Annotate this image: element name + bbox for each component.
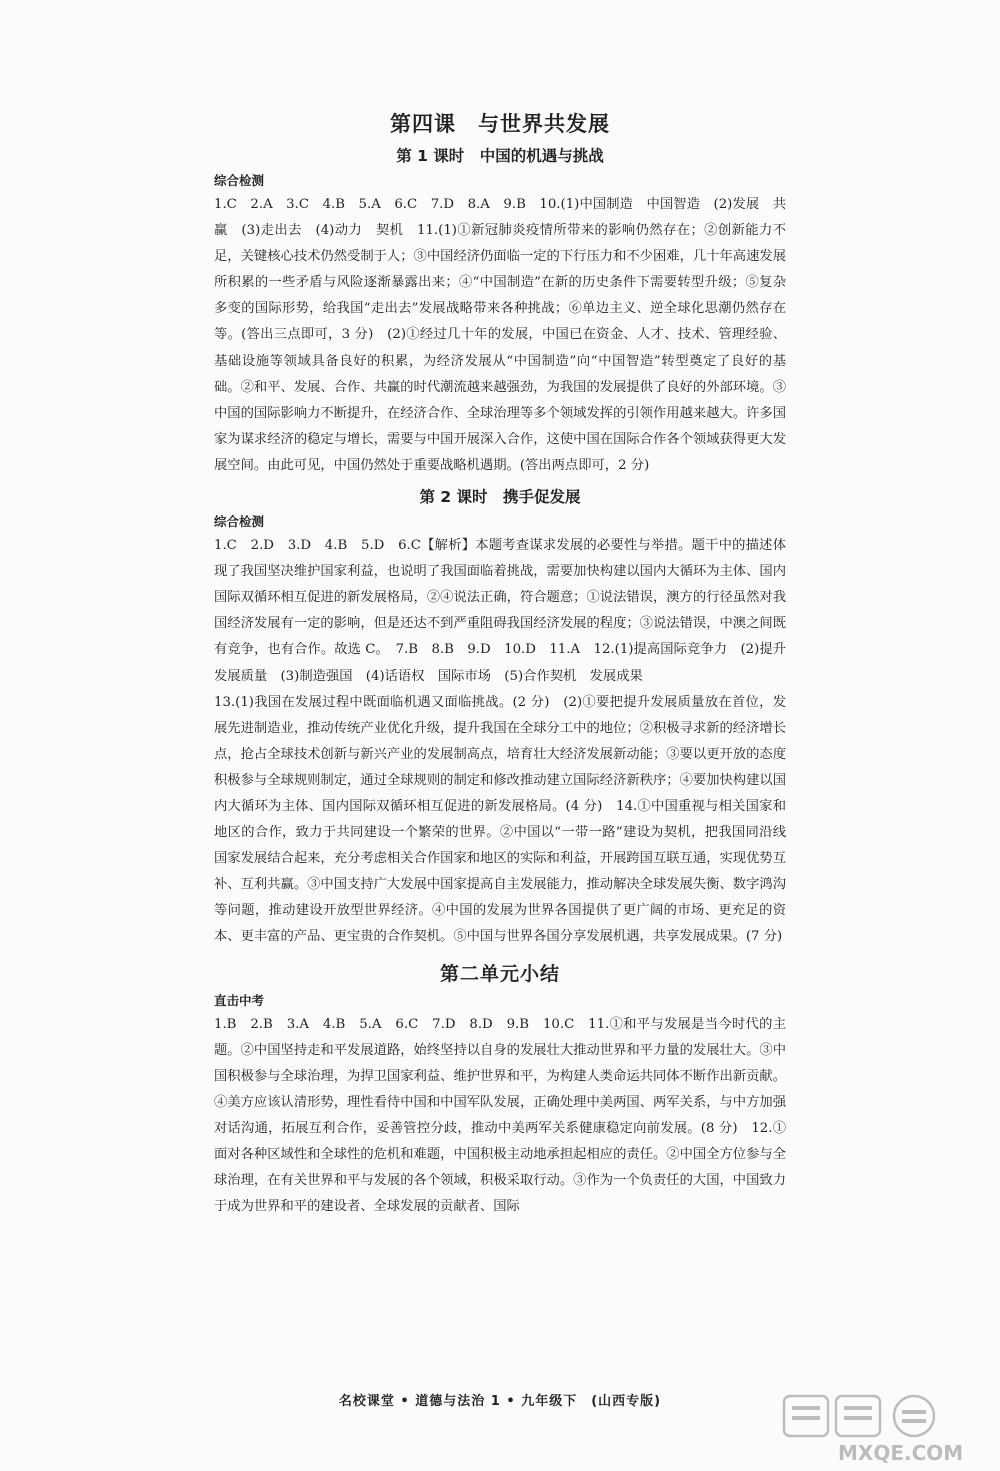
page-footer: 名校课堂 • 道德与法治 1 • 九年级下 (山西专版) bbox=[338, 1394, 662, 1409]
watermark-logo bbox=[778, 1392, 990, 1466]
lesson1-title: 第 1 课时 中国的机遇与挑战 bbox=[396, 147, 604, 165]
unit-summary-answers: 1.B 2.B 3.A 4.B 5.A 6.C 7.D 8.D 9.B 10.C 11.①和平与发展是当今时代的主题。②中国坚持走和平发展道路，始终坚持以自身的发展壮大推动世界和平力量的发展壮大。③中国积极参与全球治理，为捍卫国家利益、维护世界和平，为构建人类命运共同体不断作出新贡献。④美方应该认清形势，理性看待中国和中国军队发展，正确处理中美两国、两军关系，与中方加强对话沟通，拓展互利合作，妥善管控分歧，推动中美两军关系健康稳定向前发展。(8 分) 12.①面对各种区域性和全球性的危机和难题，中国积极主动地承担起相应的责任。②中国全方位参与全球治理，在有关世界和平与发展的各个领域，积极采取行动。③作为一个负责任的大国，中国致力于成为世界和平的建设者、全球发展的贡献者、国际 bbox=[214, 1016, 786, 1215]
svg-text:MXQE.COM: MXQE.COM bbox=[838, 1441, 964, 1465]
unit-summary-section-label: 直击中考 bbox=[214, 992, 265, 1008]
lesson2-section-label: 综合检测 bbox=[214, 514, 265, 530]
lesson1-section-label: 综合检测 bbox=[214, 173, 265, 188]
lesson2-answer-13: 13.(1)我国在发展过程中既面临机遇又面临挑战。(2 分) (2)①要把提升发展质量放在首位，发展先进制造业，推动传统产业优化升级，提升我国在全球分工中的地位；②积极寻求新的经济增长点，抢占全球技术创新与新兴产业的发展制高点，培育壮大经济发展新动能；③要以更开放的态度积极参与全球规则制定，通过全球规则的制定和修改推动建立国际经济新秩序；④要加快构建以国内大循环为主体、国内国际双循环相互促进的新发展格局。(4 分) 14.①中国重视与相关国家和地区的合作，致力于共同建设一个繁荣的世界。②中国以“一带一路”建设为契机，把我国同沿线国家发展结合起来，充分考虑相关合作国家和地区的实际和利益，开展跨国互联互通，实现优势互补、互利共赢。③中国支持广大发展中国家提高自主发展能力，推动解决全球发展失衡、数字鸿沟等问题，推动建设开放型世界经济。④中国的发展为世界各国提供了更广阔的市场、更充足的资本、更丰富的产品、更宝贵的合作契机。⑤中国与世界各国分享发展机遇，共享发展成果。(7 分) bbox=[214, 694, 786, 945]
lesson1-answers: 1.C 2.A 3.C 4.B 5.A 6.C 7.D 8.A 9.B 10.(1)中国制造 中国智造 (2)发展 共赢 (3)走出去 (4)动力 契机 11.(1)①新冠肺炎疫情所带来的影响仍然存在；②创新能力不足，关键核心技术仍然受制于人；③中国经济仍面临一定的下行压力和不少困难，几十年高速发展所积累的一些矛盾与风险逐渐暴露出来；④“中国制造”在新的历史条件下需要转型升级；⑤复杂多变的国际形势，给我国“走出去”发展战略带来各种挑战；⑥单边主义、逆全球化思潮仍然存在等。(答出三点即可，3 分) (2)①经过几十年的发展，中国已在资金、人才、技术、管理经验、基础设施等领域具备良好的积累，为经济发展从“中国制造”向“中国智造”转型奠定了良好的基础。②和平、发展、合作、共赢的时代潮流越来越强劲，为我国的发展提供了良好的外部环境。③中国的国际影响力不断提升，在经济合作、全球治理等多个领域发挥的引领作用越来越大。许多国家为谋求经济的稳定与增长，需要与中国开展深入合作，这使中国在国际合作各个领域获得更大发展空间。由此可见，中国仍然处于重要战略机遇期。(答出两点即可，2 分) bbox=[214, 197, 786, 473]
page-content bbox=[214, 108, 786, 1220]
unit-summary-title: 第二单元小结 bbox=[439, 962, 560, 985]
lesson2-title: 第 2 课时 携手促发展 bbox=[419, 488, 581, 507]
lesson2-answers: 1.C 2.D 3.D 4.B 5.D 6.C【解析】本题考查谋求发展的必要性与举措。题干中的描述体现了我国坚决维护国家利益，也说明了我国面临着挑战，需要加快构建以国内大循环为主体、国内国际双循环相互促进的新发展格局，②④说法正确，符合题意；①说法错误，澳方的行径虽然对我国经济发展有一定的影响，但是还达不到严重阻碍我国经济发展的程度；③说法错误，中澳之间既有竞争，也有合作。故选 C。 7.B 8.B 9.D 10.D 11.A 12.(1)提高国际竞争力 (2)提升发展质量 (3)制造强国 (4)话语权 国际市场 (5)合作契机 发展成果 bbox=[214, 538, 786, 684]
chapter-title: 第四课 与世界共发展 bbox=[390, 112, 610, 136]
